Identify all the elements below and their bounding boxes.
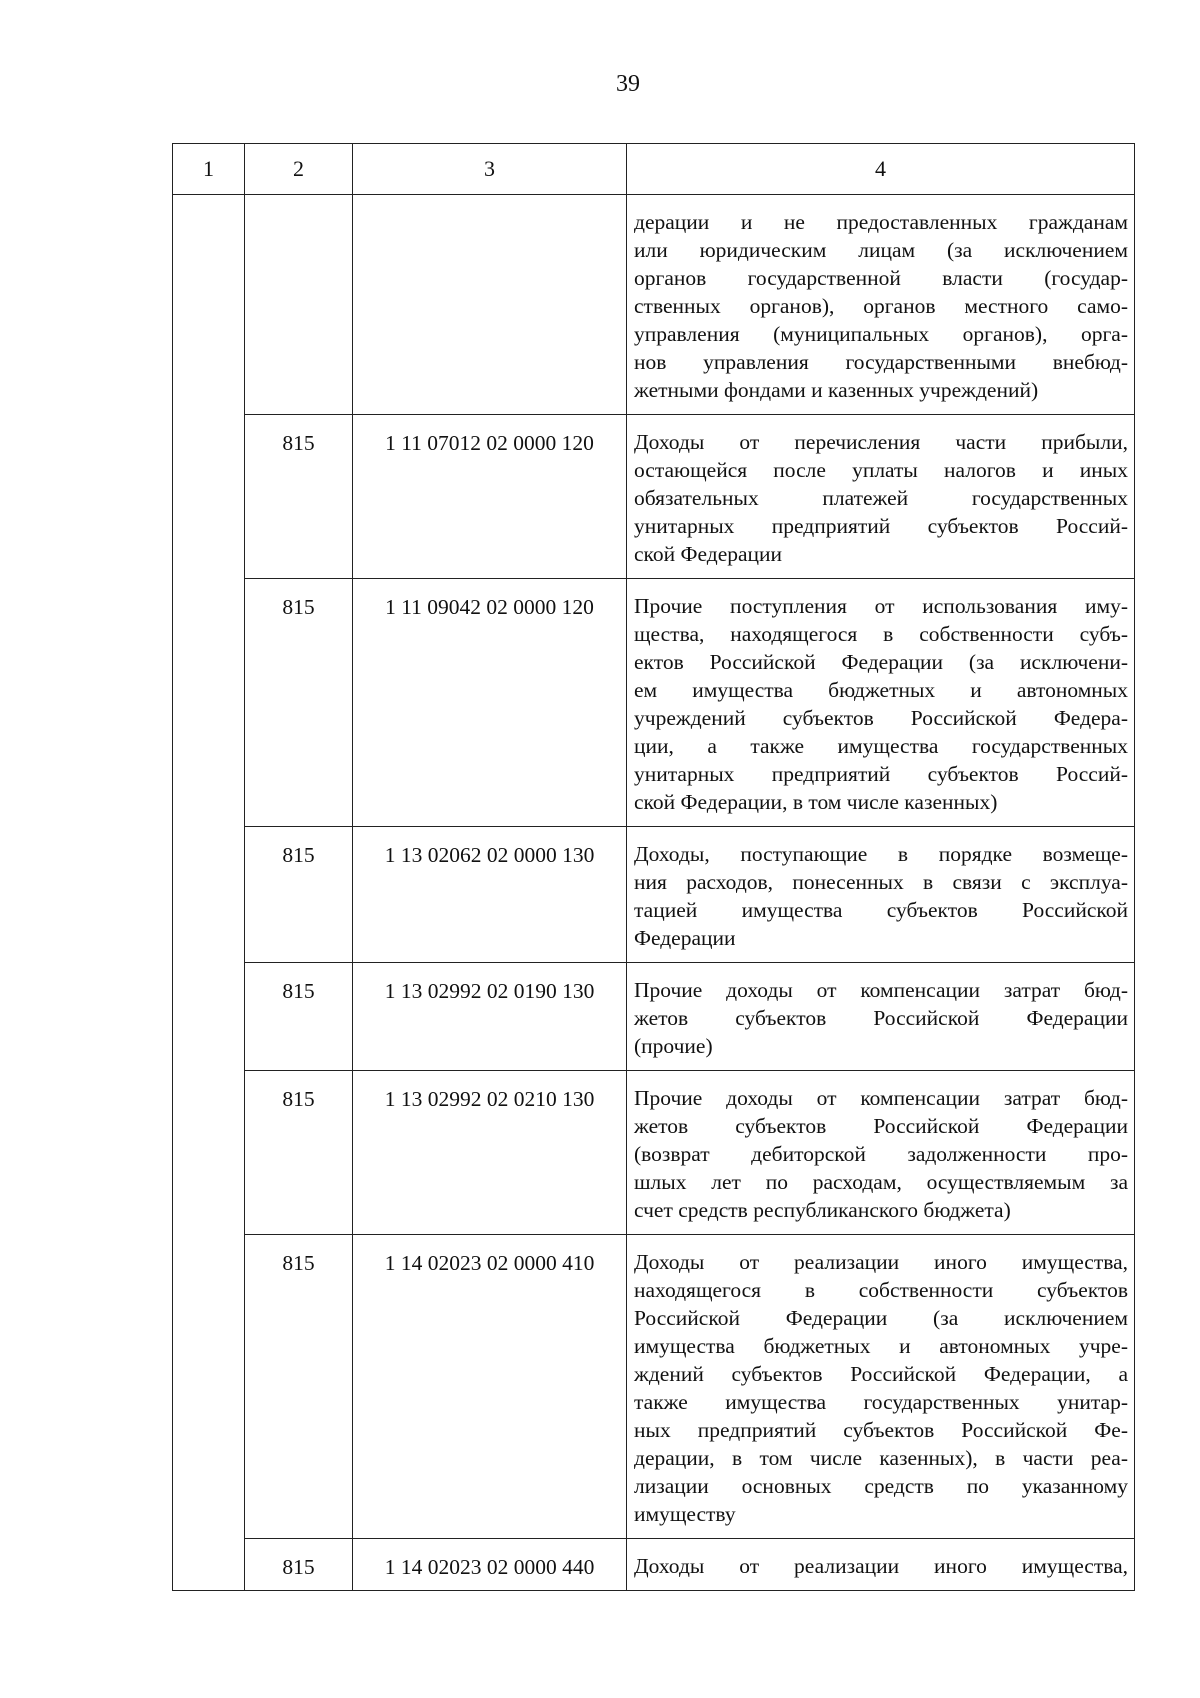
cell-column-1 xyxy=(173,1071,245,1235)
description-line: ции, а также имущества государственных xyxy=(634,734,1128,758)
description-line: ектов Российской Федерации (за исключени- xyxy=(634,650,1128,674)
description-line: Прочие поступления от использования иму- xyxy=(634,594,1128,618)
description-line: шлых лет по расходам, осуществляемым за xyxy=(634,1170,1128,1194)
description-line: дерации и не предоставленных гражданам xyxy=(634,210,1128,234)
description-line: обязательных платежей государственных xyxy=(634,486,1128,510)
description-line: (возврат дебиторской задолженности про- xyxy=(634,1142,1128,1166)
cell-income-description xyxy=(627,1071,1135,1235)
description-line: жетов субъектов Российской Федерации xyxy=(634,1006,1128,1030)
description-line: ской Федерации xyxy=(634,542,783,566)
table-row xyxy=(173,415,1135,579)
description-line: щества, находящегося в собственности субъ- xyxy=(634,622,1128,646)
table-header-row xyxy=(173,144,1135,195)
description-line: дерации, в том числе казенных), в части реа- xyxy=(634,1446,1128,1470)
cell-column-1 xyxy=(173,1539,245,1591)
description-line: ждений субъектов Российской Федерации, а xyxy=(634,1362,1128,1386)
description-line: нов управления государственными внебюд- xyxy=(634,350,1128,374)
description-line: Доходы, поступающие в порядке возмеще- xyxy=(634,842,1128,866)
description-line: также имущества государственных унитар- xyxy=(634,1390,1128,1414)
cell-income-code: 1 14 02023 02 0000 410 xyxy=(353,1235,627,1539)
table-row xyxy=(173,1235,1135,1539)
column-header-3: 3 xyxy=(353,144,627,195)
description-line: унитарных предприятий субъектов Россий- xyxy=(634,514,1128,538)
cell-income-code: 1 13 02992 02 0190 130 xyxy=(353,963,627,1071)
cell-income-code: 1 13 02062 02 0000 130 xyxy=(353,827,627,963)
description-line: ем имущества бюджетных и автономных xyxy=(634,678,1128,702)
description-line: ния расходов, понесенных в связи с эксплуа- xyxy=(634,870,1128,894)
cell-column-1 xyxy=(173,1235,245,1539)
table-row xyxy=(173,963,1135,1071)
cell-admin-code: 815 xyxy=(245,579,353,827)
description-line: лизации основных средств по указанному xyxy=(634,1474,1128,1498)
table-row xyxy=(173,1539,1135,1591)
description-line: органов государственной власти (государ- xyxy=(634,266,1128,290)
description-line: Российской Федерации (за исключением xyxy=(634,1306,1128,1330)
cell-income-code: 1 13 02992 02 0210 130 xyxy=(353,1071,627,1235)
column-header-2: 2 xyxy=(245,144,353,195)
table-body xyxy=(173,195,1135,1591)
description-line: Прочие доходы от компенсации затрат бюд- xyxy=(634,978,1128,1002)
description-line: имуществу xyxy=(634,1502,736,1526)
table-header xyxy=(173,144,1135,195)
cell-admin-code: 815 xyxy=(245,827,353,963)
table-row xyxy=(173,1071,1135,1235)
description-line: ственных органов), органов местного само- xyxy=(634,294,1128,318)
description-line: Доходы от реализации иного имущества, xyxy=(634,1554,1128,1578)
description-line: ных предприятий субъектов Российской Фе- xyxy=(634,1418,1128,1442)
cell-admin-code xyxy=(245,195,353,415)
cell-admin-code: 815 xyxy=(245,963,353,1071)
cell-admin-code: 815 xyxy=(245,1235,353,1539)
cell-income-code: 1 11 09042 02 0000 120 xyxy=(353,579,627,827)
description-line: ской Федерации, в том числе казенных) xyxy=(634,790,998,814)
description-line: Доходы от реализации иного имущества, xyxy=(634,1250,1128,1274)
description-line: Доходы от перечисления части прибыли, xyxy=(634,430,1128,454)
description-line: или юридическим лицам (за исключением xyxy=(634,238,1128,262)
cell-income-description xyxy=(627,963,1135,1071)
description-line: (прочие) xyxy=(634,1034,713,1058)
description-line: жетов субъектов Российской Федерации xyxy=(634,1114,1128,1138)
cell-income-description xyxy=(627,415,1135,579)
cell-income-code: 1 14 02023 02 0000 440 xyxy=(353,1539,627,1591)
table-row xyxy=(173,579,1135,827)
table-row xyxy=(173,827,1135,963)
column-header-1: 1 xyxy=(173,144,245,195)
cell-column-1 xyxy=(173,827,245,963)
cell-income-code: 1 11 07012 02 0000 120 xyxy=(353,415,627,579)
description-line: учреждений субъектов Российской Федера- xyxy=(634,706,1128,730)
description-line: остающейся после уплаты налогов и иных xyxy=(634,458,1128,482)
cell-income-description xyxy=(627,579,1135,827)
description-line: счет средств республиканского бюджета) xyxy=(634,1198,1011,1222)
cell-column-1 xyxy=(173,963,245,1071)
page-number: 39 xyxy=(616,71,640,97)
description-line: Прочие доходы от компенсации затрат бюд- xyxy=(634,1086,1128,1110)
cell-income-description xyxy=(627,1235,1135,1539)
description-line: жетными фондами и казенных учреждений) xyxy=(634,378,1039,402)
cell-income-description xyxy=(627,195,1135,415)
cell-admin-code: 815 xyxy=(245,1071,353,1235)
description-line: тацией имущества субъектов Российской xyxy=(634,898,1128,922)
column-header-4: 4 xyxy=(627,144,1135,195)
description-line: управления (муниципальных органов), орга- xyxy=(634,322,1128,346)
cell-column-1 xyxy=(173,579,245,827)
description-line: унитарных предприятий субъектов Россий- xyxy=(634,762,1128,786)
cell-column-1 xyxy=(173,415,245,579)
budget-codes-table xyxy=(172,143,1135,1591)
cell-income-description xyxy=(627,827,1135,963)
cell-admin-code: 815 xyxy=(245,1539,353,1591)
table-row xyxy=(173,195,1135,415)
cell-column-1 xyxy=(173,195,245,415)
cell-admin-code: 815 xyxy=(245,415,353,579)
description-line: находящегося в собственности субъектов xyxy=(634,1278,1128,1302)
description-line: Федерации xyxy=(634,926,736,950)
cell-income-code xyxy=(353,195,627,415)
description-line: имущества бюджетных и автономных учре- xyxy=(634,1334,1128,1358)
cell-income-description xyxy=(627,1539,1135,1591)
